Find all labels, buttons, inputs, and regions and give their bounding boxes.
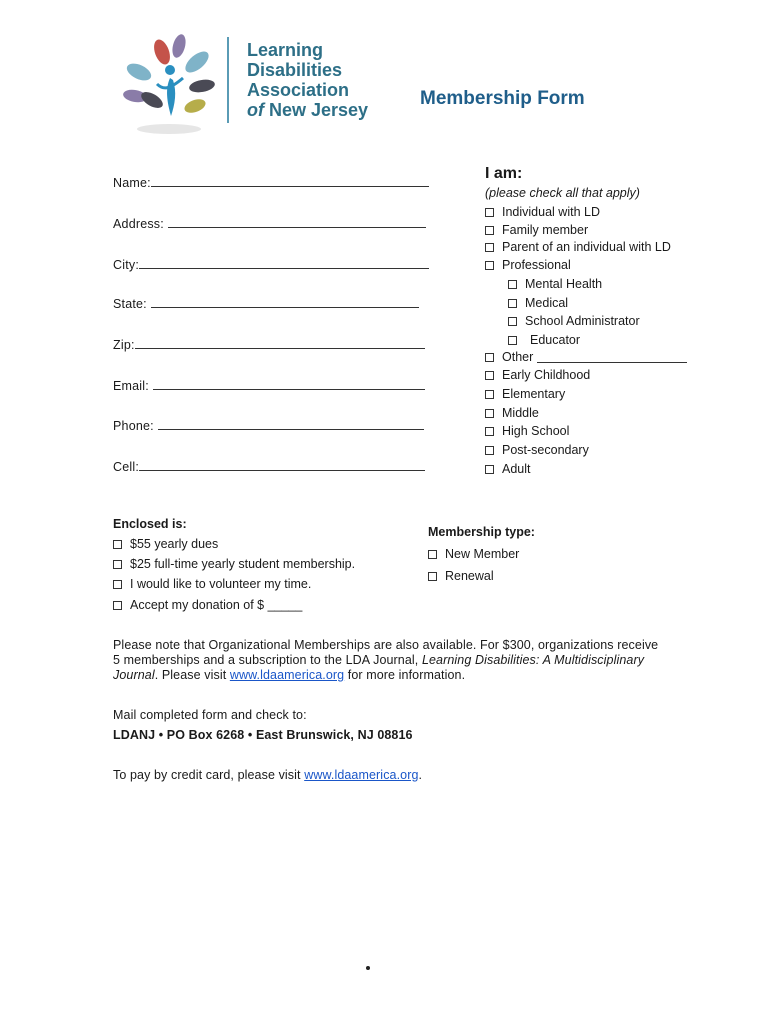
option-label: Mental Health bbox=[525, 277, 603, 291]
option-adult[interactable] bbox=[485, 462, 531, 476]
option-label: Medical bbox=[525, 296, 569, 310]
email-label: Email: bbox=[113, 379, 153, 393]
journal-title: Learning Disabilities: A Multidisciplinary bbox=[421, 653, 645, 667]
cell-field[interactable] bbox=[113, 459, 425, 474]
phone-line[interactable] bbox=[158, 418, 424, 430]
option-label: Parent of an individual with LD bbox=[502, 240, 671, 254]
option-label: New Member bbox=[445, 547, 520, 561]
name-field[interactable] bbox=[113, 175, 429, 190]
option-label: Accept my donation of $ _____ bbox=[130, 598, 303, 612]
option-school-administrator[interactable] bbox=[508, 314, 640, 328]
checkbox[interactable] bbox=[508, 317, 517, 326]
lda-america-link[interactable]: www.ldaamerica.org bbox=[304, 768, 419, 782]
logo-of: of bbox=[247, 100, 264, 120]
logo-line-2: Disabilities bbox=[247, 60, 343, 80]
checkbox[interactable] bbox=[508, 280, 517, 289]
iam-note: (please check all that apply) bbox=[485, 186, 640, 200]
option-new-member[interactable] bbox=[428, 547, 519, 561]
org-note-text: for more information. bbox=[344, 668, 466, 682]
logo-line-1: Learning bbox=[247, 40, 324, 60]
checkbox[interactable] bbox=[485, 208, 494, 217]
state-label: State: bbox=[113, 297, 151, 311]
org-note-line-1: Please note that Organizational Memberships are also available. For $300, organizations receive bbox=[113, 638, 659, 652]
option-yearly-dues[interactable] bbox=[113, 537, 218, 551]
phone-field[interactable] bbox=[113, 418, 424, 433]
option-individual-ld[interactable] bbox=[485, 205, 600, 219]
address-label: Address: bbox=[113, 217, 168, 231]
page-footer-dot bbox=[366, 966, 370, 970]
option-label: Post-secondary bbox=[502, 443, 589, 457]
address-field[interactable] bbox=[113, 216, 426, 231]
state-field[interactable] bbox=[113, 296, 419, 311]
option-label: Other bbox=[502, 350, 534, 364]
city-line[interactable] bbox=[139, 257, 429, 269]
option-label: Family member bbox=[502, 223, 589, 237]
tree-figure-icon bbox=[117, 34, 227, 139]
phone-label: Phone: bbox=[113, 419, 158, 433]
option-label: Individual with LD bbox=[502, 205, 600, 219]
option-label: $25 full-time yearly student membership. bbox=[130, 557, 356, 571]
option-label: I would like to volunteer my time. bbox=[130, 577, 312, 591]
logo-divider bbox=[227, 37, 229, 123]
option-label: Adult bbox=[502, 462, 531, 476]
option-volunteer[interactable] bbox=[113, 577, 311, 591]
checkbox[interactable] bbox=[485, 390, 494, 399]
other-line[interactable] bbox=[537, 351, 687, 363]
checkbox[interactable] bbox=[113, 601, 122, 610]
cell-line[interactable] bbox=[139, 459, 425, 471]
form-title: Membership Form bbox=[420, 88, 585, 109]
lda-nj-logo bbox=[117, 34, 377, 139]
org-note-line-2 bbox=[113, 653, 658, 668]
option-medical[interactable] bbox=[508, 296, 568, 310]
checkbox[interactable] bbox=[508, 336, 517, 345]
org-note-text: . Please visit bbox=[154, 668, 230, 682]
mail-address: LDANJ • PO Box 6268 • East Brunswick, NJ 08816 bbox=[113, 728, 413, 742]
checkbox[interactable] bbox=[485, 465, 494, 474]
checkbox[interactable] bbox=[485, 446, 494, 455]
option-high-school[interactable] bbox=[485, 424, 569, 438]
checkbox[interactable] bbox=[428, 550, 437, 559]
option-label: Elementary bbox=[502, 387, 566, 401]
option-label: Early Childhood bbox=[502, 368, 591, 382]
logo-line-4 bbox=[247, 100, 368, 120]
option-other[interactable] bbox=[485, 350, 687, 364]
option-family-member[interactable] bbox=[485, 223, 588, 237]
address-line[interactable] bbox=[168, 216, 426, 228]
checkbox[interactable] bbox=[485, 261, 494, 270]
email-field[interactable] bbox=[113, 378, 425, 393]
city-label: City: bbox=[113, 258, 139, 272]
zip-label: Zip: bbox=[113, 338, 135, 352]
option-label: Professional bbox=[502, 258, 571, 272]
city-field[interactable] bbox=[113, 257, 429, 272]
name-label: Name: bbox=[113, 176, 151, 190]
lda-america-link[interactable]: www.ldaamerica.org bbox=[229, 668, 345, 682]
checkbox[interactable] bbox=[113, 560, 122, 569]
mail-intro: Mail completed form and check to: bbox=[113, 708, 307, 722]
organizational-note bbox=[113, 638, 658, 683]
name-line[interactable] bbox=[151, 175, 429, 187]
option-professional[interactable] bbox=[485, 258, 571, 272]
option-parent[interactable] bbox=[485, 240, 671, 254]
enclosed-heading: Enclosed is: bbox=[113, 517, 187, 531]
option-label: $55 yearly dues bbox=[130, 537, 219, 551]
option-elementary[interactable] bbox=[485, 387, 565, 401]
option-label: Middle bbox=[502, 406, 539, 420]
option-label: Renewal bbox=[445, 569, 494, 583]
logo-state: New Jersey bbox=[264, 100, 369, 120]
checkbox[interactable] bbox=[508, 299, 517, 308]
zip-field[interactable] bbox=[113, 337, 425, 352]
option-early-childhood[interactable] bbox=[485, 368, 590, 382]
cell-label: Cell: bbox=[113, 460, 140, 474]
checkbox[interactable] bbox=[485, 353, 494, 362]
email-line[interactable] bbox=[153, 378, 425, 390]
option-student-membership[interactable] bbox=[113, 557, 355, 571]
zip-line[interactable] bbox=[135, 337, 425, 349]
option-post-secondary[interactable] bbox=[485, 443, 589, 457]
option-label: High School bbox=[502, 424, 570, 438]
credit-end: . bbox=[418, 768, 423, 782]
org-note-text: 5 memberships and a subscription to the LDA Journal, bbox=[113, 653, 422, 667]
option-middle[interactable] bbox=[485, 406, 539, 420]
checkbox[interactable] bbox=[485, 409, 494, 418]
journal-title-end: Journal bbox=[113, 668, 155, 682]
org-note-line-3 bbox=[113, 668, 658, 683]
option-label: Educator bbox=[530, 333, 581, 347]
checkbox[interactable] bbox=[485, 427, 494, 436]
checkbox[interactable] bbox=[485, 243, 494, 252]
membership-type-heading: Membership type: bbox=[428, 525, 535, 539]
option-mental-health[interactable] bbox=[508, 277, 602, 291]
checkbox[interactable] bbox=[428, 572, 437, 581]
option-label: School Administrator bbox=[525, 314, 640, 328]
logo-wordmark bbox=[247, 40, 368, 120]
checkbox[interactable] bbox=[485, 226, 494, 235]
option-donation[interactable] bbox=[113, 598, 302, 612]
checkbox[interactable] bbox=[113, 580, 122, 589]
iam-heading: I am: bbox=[485, 165, 523, 182]
checkbox[interactable] bbox=[485, 371, 494, 380]
option-educator[interactable] bbox=[508, 333, 580, 347]
checkbox[interactable] bbox=[113, 540, 122, 549]
credit-text: To pay by credit card, please visit bbox=[113, 768, 305, 782]
credit-card-note bbox=[113, 768, 422, 783]
logo-line-3: Association bbox=[247, 80, 350, 100]
state-line[interactable] bbox=[151, 296, 419, 308]
option-renewal[interactable] bbox=[428, 569, 494, 583]
